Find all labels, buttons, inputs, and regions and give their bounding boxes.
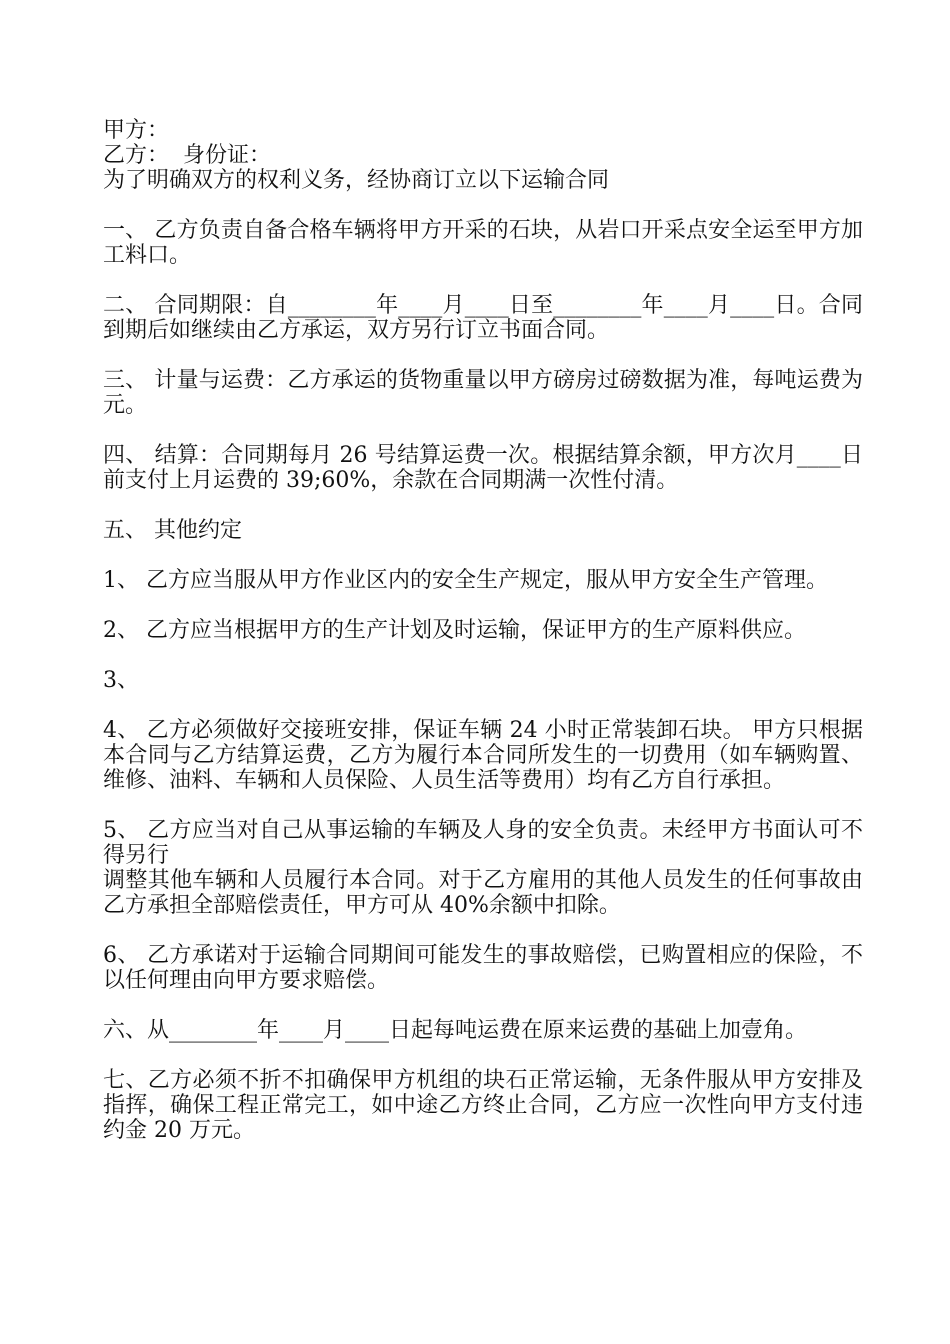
- clause-7: 七、乙方必须不折不扣确保甲方机组的块石正常运输，无条件服从甲方安排及指挥，确保工程正常完工，如中途乙方终止合同，乙方应一次性向甲方支付违约金 20 万元。: [103, 1068, 863, 1143]
- party-a-line: 甲方：: [103, 118, 170, 143]
- spacer: [103, 193, 863, 218]
- clause-2: 二、 合同期限：自________年____月____日至________年____月____日。合同到期后如继续由乙方承运，双方另行订立书面合同。: [103, 293, 863, 343]
- contract-document: [103, 118, 863, 1168]
- item-5-part-1: 5、 乙方应当对自己从事运输的车辆及人身的安全负责。未经甲方书面认可不得另行: [103, 818, 863, 868]
- clause-6: 六、从________年____月____日起每吨运费在原来运费的基础上加壹角。: [103, 1018, 808, 1043]
- item-4: 4、 乙方必须做好交接班安排，保证车辆 24 小时正常装卸石块。 甲方只根据本合同与乙方结算运费，乙方为履行本合同所发生的一切费用（如车辆购置、维修、油料、车辆和人员保险、人员生活等费用）均有乙方自行承担。: [103, 718, 863, 793]
- item-1: 1、 乙方应当服从甲方作业区内的安全生产规定，服从甲方安全生产管理。: [103, 568, 828, 593]
- item-6: 6、 乙方承诺对于运输合同期间可能发生的事故赔偿，已购置相应的保险，不以任何理由向甲方要求赔偿。: [103, 943, 863, 993]
- intro-line: 为了明确双方的权利义务，经协商订立以下运输合同: [103, 168, 610, 193]
- clause-1: 一、 乙方负责自备合格车辆将甲方开采的石块，从岩口开采点安全运至甲方加工料口。: [103, 218, 863, 268]
- clause-4: 四、 结算：合同期每月 26 号结算运费一次。根据结算余额，甲方次月____日前支付上月运费的 39;60%，余款在合同期满一次性付清。: [103, 443, 863, 493]
- item-2: 2、 乙方应当根据甲方的生产计划及时运输，保证甲方的生产原料供应。: [103, 618, 806, 643]
- item-5-part-2: 调整其他车辆和人员履行本合同。对于乙方雇用的其他人员发生的任何事故由乙方承担全部赔偿责任，甲方可从 40%余额中扣除。: [103, 868, 863, 918]
- item-5: [103, 818, 863, 918]
- item-3: 3、: [103, 668, 139, 693]
- party-b-line: 乙方： 身份证：: [103, 143, 271, 168]
- clause-3: 三、 计量与运费：乙方承运的货物重量以甲方磅房过磅数据为准，每吨运费为 元。: [103, 368, 863, 418]
- clause-5-heading: 五、 其他约定: [103, 518, 242, 543]
